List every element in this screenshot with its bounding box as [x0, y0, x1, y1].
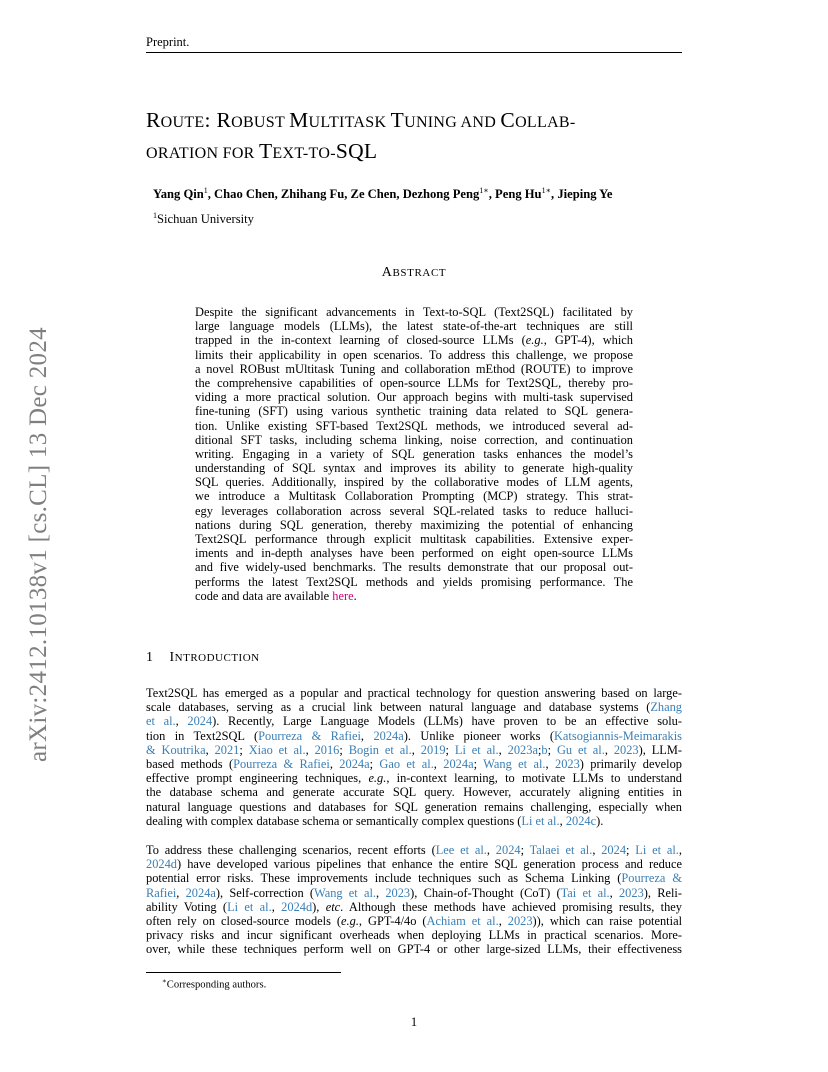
citation-link[interactable]: Li et al.: [227, 899, 272, 914]
citation-link[interactable]: Lee et al.: [435, 843, 487, 857]
text-run: ;: [369, 756, 380, 771]
footnote: [162, 977, 266, 991]
abstract-line: writing. Engaging in a variety of SQL generation tasks enhances the model’s: [195, 446, 633, 461]
text-run: ,: [559, 813, 566, 828]
text-line: [146, 686, 682, 700]
citation-link[interactable]: Achiam et al.: [426, 913, 499, 928]
text-run: ,: [678, 843, 683, 857]
abstract-line: a novel ROBust mUltitask Tuning and collaboration mEthod (ROUTE) to improve: [195, 361, 633, 376]
abstract-heading-rest: BSTRACT: [392, 267, 447, 279]
text-line: [146, 771, 682, 785]
code-link[interactable]: here: [332, 588, 354, 603]
citation-link[interactable]: 2023: [507, 913, 533, 928]
citation-link[interactable]: Gu et al.: [556, 742, 605, 757]
affiliation: [153, 211, 254, 227]
abstract-line: ditional SFT tasks, including schema linking, noise correction, and continuation: [195, 432, 633, 447]
abstract-last-text: code and data are available: [195, 588, 333, 603]
citation-link[interactable]: Wang et al.: [314, 885, 377, 900]
page-number: 1: [410, 1015, 418, 1029]
text-run: over, while these techniques perform well on GPT-4 or other large-sized LLMs, their effectiveness: [146, 942, 682, 957]
text-line: [146, 757, 682, 771]
text-run: ,: [376, 885, 386, 900]
text-run: scale databases, serving as a crucial link between natural language and database systems (: [146, 700, 651, 715]
abstract-heading-initial: A: [381, 265, 393, 280]
text-run: ), LLM-: [638, 742, 683, 757]
citation-link[interactable]: Xiao et al.: [248, 742, 306, 757]
text-line: [146, 714, 682, 728]
text-run: potential error risks. These improvements include techniques such as Schema Linking (: [146, 871, 622, 886]
text-run: . Although these methods have achieved promising results, they: [340, 899, 682, 914]
citation-link[interactable]: Pourreza & Rafiei: [233, 756, 330, 771]
citation-link[interactable]: 2023: [613, 742, 639, 757]
citation-link[interactable]: 2024: [495, 843, 521, 857]
citation-link[interactable]: 2024: [187, 714, 213, 729]
abstract-line: [195, 589, 633, 603]
text-line: [146, 729, 682, 743]
abstract-line: SQL queries. Additionally, inspired by the collaborative modes of LLM agents,: [195, 475, 633, 490]
citation-link[interactable]: 2023: [618, 885, 644, 900]
abstract-line: iments and in-depth analyses have been performed on eight open-source LLMs: [195, 546, 633, 561]
citation-link[interactable]: Zhang: [650, 700, 682, 715]
abstract-line: limits their applicability in open scenarios. To address this challenge, we propose: [195, 347, 633, 362]
author-name: Jieping Ye: [557, 187, 613, 202]
text-run: the database schema and generate accurate SQL query. However, accurately aligning entities in: [146, 785, 682, 800]
citation-link[interactable]: Katsogiannis-Meimarakis: [553, 728, 682, 743]
text-run: ,: [604, 742, 614, 757]
intro-paragraph-2: [146, 843, 682, 957]
italic-run: etc: [325, 899, 341, 914]
text-line: [146, 700, 682, 714]
title-smallcaps: OUTE: [160, 114, 205, 131]
abstract-line: fine-tuning (SFT) using various synthetic training data related to SQL genera-: [195, 404, 633, 419]
citation-link[interactable]: 2024a: [373, 728, 404, 743]
text-run: ;: [339, 742, 349, 757]
title-smallcaps: OLLAB-: [515, 114, 576, 131]
text-run: ),: [312, 899, 326, 914]
text-run: )), which can raise potential: [532, 913, 683, 928]
author-name: Peng Hu: [495, 187, 542, 202]
text-run: Text2SQL has emerged as a popular and practical technology for question answering based on large-: [146, 686, 682, 700]
author-name: Ze Chen: [350, 187, 397, 202]
author-name: Chao Chen: [214, 187, 275, 202]
text-line: [146, 900, 682, 914]
running-header: Preprint.: [146, 35, 190, 49]
text-run: ,: [545, 756, 555, 771]
text-run: ), Self-correction (: [215, 885, 314, 900]
text-run: , in-context learning, to motivate LLMs to understand: [386, 771, 682, 786]
text-run: ) have developed various pipelines that enhance the entire SQL generation process and reduce: [176, 857, 682, 872]
citation-link[interactable]: Bogin et al.: [348, 742, 412, 757]
italic-run: e.g.: [341, 913, 359, 928]
text-run: tion in Text2SQL (: [146, 728, 259, 743]
footnote-mark: ∗: [162, 977, 167, 985]
text-run: privacy risks and incur significant overheads when deploying LLMs in practical scenarios. More-: [146, 928, 682, 943]
text-run: ;: [520, 843, 530, 857]
text-run: ,: [411, 742, 421, 757]
citation-link[interactable]: b: [541, 742, 548, 757]
text-line: [146, 886, 682, 900]
text-line: [146, 914, 682, 928]
abstract-heading: [0, 265, 828, 281]
text-run: ,: [360, 728, 374, 743]
citation-link[interactable]: 2016: [314, 742, 340, 757]
citation-link[interactable]: Wang et al.: [483, 756, 546, 771]
text-run: often rely on closed-source models (: [146, 913, 342, 928]
citation-link[interactable]: 2024a: [443, 756, 474, 771]
text-run: ) primarily develop: [579, 756, 682, 771]
author-name: Dezhong Peng: [402, 187, 480, 202]
title-smallcaps: EXT-TO-: [272, 145, 336, 162]
author-affiliation-mark: 1: [203, 186, 208, 195]
text-run: ), Reli-: [643, 885, 682, 900]
citation-link[interactable]: 2024c: [565, 813, 597, 828]
text-line: [146, 814, 682, 828]
author-affiliation-mark: 1∗: [541, 186, 552, 195]
text-run: ,: [433, 756, 444, 771]
text-run: dealing with complex database schema or semantically complex questions (: [146, 813, 522, 828]
text-run: ,: [205, 742, 215, 757]
abstract-line: egy leverages collaboration across several SQL-related tasks to reduce halluci-: [195, 503, 633, 518]
title-smallcaps: UNING AND: [404, 114, 501, 131]
text-run: ). Recently, Large Language Models (LLMs) have proven to be an effective solu-: [212, 714, 682, 729]
title-cap: R: [146, 108, 161, 132]
citation-link[interactable]: & Koutrika: [146, 742, 206, 757]
section-title-rest: NTRODUCTION: [174, 652, 260, 664]
citation-link[interactable]: Pourreza & Rafiei: [258, 728, 361, 743]
text-line: [146, 843, 682, 857]
citation-link[interactable]: 2024d: [146, 857, 177, 872]
abstract-line: large language models (LLMs), the latest state-of-the-art techniques are still: [195, 319, 633, 334]
abstract-line: the comprehensive capabilities of open-source LLMs for Text2SQL, thereby pro-: [195, 375, 633, 390]
text-run: ,: [592, 843, 602, 857]
citation-link[interactable]: 2023: [385, 885, 411, 900]
abstract-line: understanding of SQL syntax and improves its ability to generate high-quality: [195, 461, 633, 476]
text-line: [146, 800, 682, 814]
citation-link[interactable]: Pourreza &: [621, 871, 682, 886]
text-run: , GPT-4/4o (: [358, 913, 427, 928]
text-run: ;: [445, 742, 455, 757]
citation-link[interactable]: 2024a: [339, 756, 370, 771]
citation-link[interactable]: Li et al.: [635, 843, 679, 857]
text-run: ,: [271, 899, 282, 914]
text-line: [146, 857, 682, 871]
text-run: based methods (: [146, 756, 234, 771]
text-run: ).: [596, 813, 604, 828]
title-cap: C: [500, 108, 516, 132]
footnote-text: Corresponding authors.: [166, 979, 267, 991]
citation-link[interactable]: et al.: [146, 714, 176, 729]
section-number: 1: [146, 650, 154, 665]
citation-link[interactable]: 2023: [555, 756, 580, 771]
affiliation-mark: 1: [153, 211, 157, 220]
title-cap: R: [216, 108, 232, 132]
citation-link[interactable]: 2023a: [507, 742, 538, 757]
citation-link[interactable]: 2024d: [281, 899, 313, 914]
text-run: ), Chain-of-Thought (CoT) (: [410, 885, 561, 900]
abstract-line: viding a more practical solution. Our approach begins with multi-task supervised: [195, 390, 633, 405]
intro-paragraph-1: [146, 686, 682, 828]
citation-link[interactable]: Gao et al.: [379, 756, 434, 771]
abstract-line: Despite the significant advancements in Text-to-SQL (Text2SQL) facilitated by: [195, 305, 633, 319]
text-run: ,: [486, 843, 496, 857]
abstract-body: [195, 305, 633, 603]
citation-link[interactable]: Li et al.: [454, 742, 499, 757]
text-run: ,: [329, 756, 340, 771]
citation-link[interactable]: 2019: [420, 742, 446, 757]
text-run: ). Unlike pioneer works (: [403, 728, 554, 743]
title-cap: M: [289, 108, 309, 132]
citation-link[interactable]: 2024: [601, 843, 627, 857]
author-list: Yang Qin$^1$, Chao Chen, Zhihang Fu, Ze Chen, Dezhong Peng$^{1∗}$, Peng $Hu^{1∗}$, Jieping Ye: [153, 186, 613, 202]
author-affiliation-mark: 1∗: [479, 186, 489, 195]
header-rule: [146, 52, 682, 53]
abstract-line: we introduce a Multitask Collaboration Prompting (MCP) strategy. This strat-: [195, 489, 633, 504]
title-cap: T: [390, 108, 405, 132]
abstract-line: trapped in the in-context learning of closed-source LLMs (e.g., GPT-4), which: [195, 333, 634, 348]
citation-link[interactable]: Li et al.: [521, 813, 560, 828]
title-smallcaps: ULTITASK: [308, 114, 391, 131]
italic-run: e.g.: [368, 771, 387, 786]
title-cap: SQL: [335, 139, 378, 163]
title-line-1: [146, 106, 706, 137]
abstract-line: performs the latest Text2SQL methods and yields promising performance. The: [195, 574, 633, 589]
abstract-line: and five widely-used benchmarks. The results demonstrate that our proposal out-: [195, 560, 633, 575]
arxiv-identifier: arXiv:2412.10138v1 [cs.CL] 13 Dec 2024: [25, 327, 52, 762]
paper-title: [146, 106, 706, 168]
text-run: ;: [626, 843, 636, 857]
text-run: ,: [498, 913, 508, 928]
abstract-last-punct: .: [353, 588, 357, 603]
text-line: [146, 942, 682, 956]
text-run: ;: [239, 742, 249, 757]
text-run: ;: [537, 742, 542, 757]
text-line: [146, 785, 682, 799]
text-run: ,: [175, 714, 188, 729]
footnote-rule: [146, 972, 341, 973]
citation-link[interactable]: Talaei et al.: [529, 843, 593, 857]
text-run: ,: [609, 885, 619, 900]
author-name: Zhihang Fu: [280, 187, 345, 202]
citation-link[interactable]: 2024a: [185, 885, 216, 900]
affiliation-name: Sichuan University: [157, 212, 254, 227]
text-run: ,: [305, 742, 315, 757]
abstract-line: tion. Unlike existing SFT-based Text2SQL methods, we introduced several ad-: [195, 418, 633, 433]
text-run: effective prompt engineering techniques,: [146, 771, 369, 786]
text-run: ;: [473, 756, 484, 771]
text-run: ability Voting (: [146, 899, 228, 914]
abstract-line: Text2SQL performance through explicit multitask capabilities. Extensive exper-: [195, 532, 633, 546]
title-cap: T: [258, 139, 273, 163]
text-run: ,: [498, 742, 508, 757]
text-run: ;: [547, 742, 557, 757]
citation-link[interactable]: Rafiei: [146, 885, 177, 900]
text-run: ,: [176, 885, 186, 900]
abstract-line: nations during SQL generation, thereby maximizing the potential of enhancing: [195, 517, 633, 532]
text-run: natural language questions and databases for SQL generation remains challenging, especially when: [146, 799, 682, 814]
section-title-initial: I: [169, 650, 175, 665]
title-smallcaps: ORATION FOR: [146, 145, 259, 162]
title-punct: :: [204, 108, 217, 132]
section-heading-introduction: [146, 650, 260, 666]
citation-link[interactable]: 2021: [214, 742, 240, 757]
author-name: Yang Qin: [153, 187, 204, 202]
text-line: [146, 871, 682, 885]
text-run: To address these challenging scenarios, recent efforts (: [146, 843, 436, 857]
title-smallcaps: OBUST: [231, 114, 290, 131]
title-line-2: [146, 137, 706, 168]
text-line: [146, 928, 682, 942]
text-line: [146, 743, 682, 757]
citation-link[interactable]: Tai et al.: [560, 885, 610, 900]
